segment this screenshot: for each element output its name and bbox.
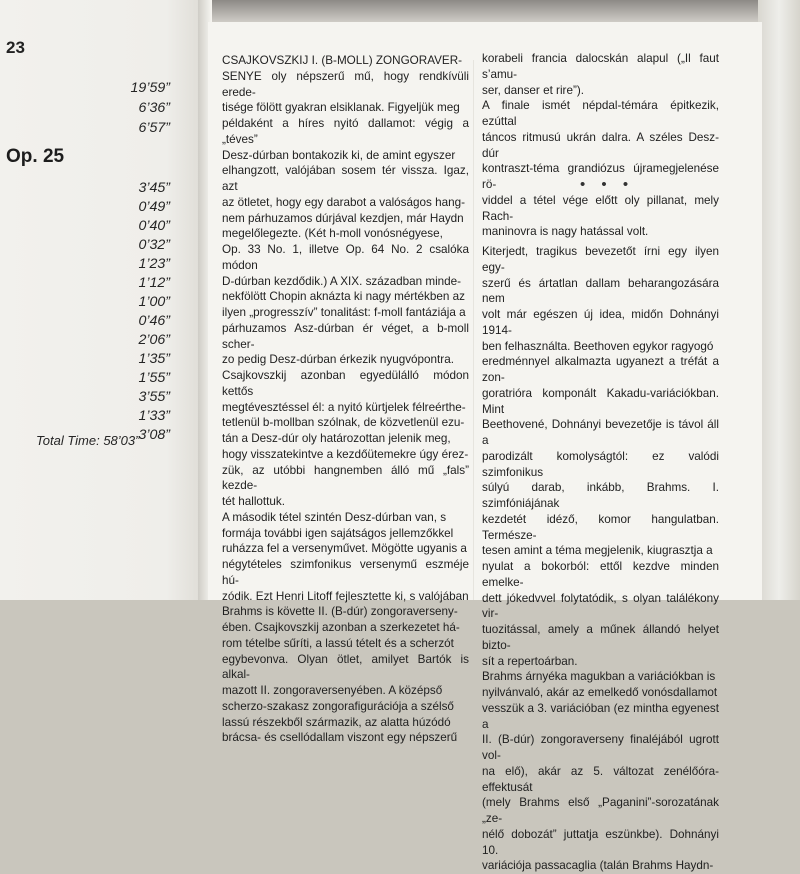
- text-column-3: [482, 244, 719, 874]
- text-line: az ötletet, hogy egy darabot a valóságos hang-: [222, 195, 466, 209]
- text-line: SENYE oly népszerű mű, hogy rendkívüli erede-: [222, 69, 469, 99]
- text-line: sít a repertoárban.: [482, 654, 578, 668]
- text-line: lassú részekből származik, az alatta húzódó: [222, 715, 451, 729]
- text-line: viddel a tétel vége előtt oly pillanat, mely Rach-: [482, 193, 719, 223]
- text-line: vesszük a 3. variációban (ez mintha egyenest a: [482, 701, 719, 731]
- text-line: zo pedig Desz-dúrban érkezik nyugvópontra.: [222, 353, 454, 367]
- text-line: ében. Csajkovszkij azonban a szerkezetet há-: [222, 621, 460, 634]
- text-line: Brahms árnyéka magukban a variációkban is: [482, 670, 716, 684]
- text-line: megtévesztéssel él: a nyitó kürtjelek félreérthe-: [222, 400, 466, 414]
- track-time: 1’00”: [138, 294, 170, 310]
- text-line: Beethovené, Dohnányi bevezetője is távol áll a: [482, 418, 719, 447]
- text-line: táncos ritmusú ukrán dalra. A széles Desz-dúr: [482, 130, 719, 160]
- text-line: Kiterjedt, tragikus bevezetőt írni egy ilyen egy-: [482, 245, 719, 274]
- text-line: parodizált komolyságtól: ez valódi szimfonikus: [482, 449, 719, 479]
- text-line: mazott II. zongoraversenyében. A középső: [222, 684, 443, 697]
- text-line: brácsa- és csellódallam viszont egy népszerű: [222, 731, 458, 745]
- left-page: [0, 0, 208, 600]
- text-line: D-dúrban kezdődik.) A XIX. században minde-: [222, 274, 462, 288]
- text-line: II. (B-dúr) zongoraverseny finaléjából ugrott vol-: [482, 733, 719, 762]
- text-line: zük, az utóbbi hangnemben álló mű „fals” kezde-: [222, 463, 469, 493]
- text-line: ben felhasználta. Beethoven egykor ragyogó: [482, 339, 714, 353]
- text-line: dett jókedvvel folytatódik, s olyan találékony vir-: [482, 591, 719, 621]
- text-line: CSAJKOVSZKIJ I. (B-MOLL) ZONGORAVER-: [222, 54, 463, 67]
- text-line: kontraszt-téma grandiózus újramegjelenése rö-: [482, 162, 719, 191]
- text-line: rom tételbe sűríti, a lassú tételt és a scherzót: [222, 636, 454, 650]
- text-line: zódik. Ezt Henri Litoff fejlesztette ki, s valójában: [222, 589, 469, 603]
- track-time: 0’40”: [138, 218, 170, 234]
- text-line: kezdetét idéző, komor hangulatban. Természe-: [482, 512, 719, 542]
- text-line: nyulat a bokorból: ettől kezdve minden emelke-: [482, 560, 719, 589]
- text-line: goratrióra komponált Kakadu-variációkban. Mint: [482, 386, 719, 416]
- text-line: (mely Brahms első „Paganini”-sorozatának „ze-: [482, 796, 719, 825]
- text-line: szerű és ártatlan dallam beharangozására nem: [482, 276, 719, 306]
- track-time: 1’23”: [138, 256, 170, 272]
- track-time: 1’55”: [138, 370, 170, 386]
- track-time: 0’49”: [138, 199, 170, 215]
- text-line: korabeli francia dalocskán alapul („Il faut s’amu-: [482, 52, 719, 81]
- text-line: formája további igen sajátságos jellemzőkkel: [222, 526, 454, 540]
- text-line: tetlenül b-mollban szólnak, de közvetlenül ezu-: [222, 416, 465, 430]
- track-time: 0’32”: [138, 237, 170, 253]
- text-line: nélő dobozát” juttatja eszünkbe). Dohnányi 10.: [482, 827, 719, 857]
- text-line: Csajkovszkij azonban egyedülálló módon kettős: [222, 369, 469, 398]
- text-line: A második tétel szintén Desz-dúrban van, s: [222, 510, 447, 524]
- cd-case-hinge: [200, 0, 800, 22]
- text-line: megelőlegezte. (Két h-moll vonósnégyese,: [222, 227, 443, 241]
- text-line: nem párhuzamos dúrjával kezdjen, már Haydn: [222, 211, 464, 225]
- track-time: 2’06”: [138, 332, 170, 348]
- text-line: ilyen „progresszív” tonalitást: f-moll fantáziája a: [222, 306, 466, 319]
- cd-case-edge: [758, 0, 800, 600]
- text-line: négytételes szimfonikus versenymű eszméje hú-: [222, 558, 469, 587]
- text-line: na elő), akár az 5. változat zenélőóra-effektusát: [482, 764, 719, 794]
- text-line: hogy visszatekintve a kezdőütemekre úgy érez-: [222, 447, 469, 461]
- text-line: nekfölött Chopin aknázta ki nagy mértékben az: [222, 290, 465, 304]
- text-line: volt már egészen új idea, midőn Dohnányi 1914-: [482, 308, 719, 337]
- opus-heading: Op. 25: [6, 146, 65, 167]
- text-line: A finale ismét népdal-témára épitkezik, ezúttal: [482, 99, 719, 128]
- text-line: maninovra is nagy hatással volt.: [482, 225, 649, 239]
- text-line: tesen amint a téma megjelenik, kiugrasztja a: [482, 544, 713, 558]
- text-line: eredménnyel alkalmazta ugyanezt a tréfát a zon-: [482, 355, 719, 384]
- text-column-2: [482, 51, 719, 240]
- track-time: 3’08”: [138, 427, 170, 443]
- text-line: párhuzamos Asz-dúrban ér véget, a b-moll scher-: [222, 321, 469, 351]
- text-line: tét hallottuk.: [222, 495, 286, 508]
- text-line: elhangzott, valójában sosem tér vissza. Igaz, azt: [222, 164, 469, 193]
- text-line: tuozitással, amely a műnek állandó helyet bizto-: [482, 623, 719, 652]
- page-number: 23: [6, 38, 25, 57]
- track-time: 1’33”: [138, 408, 170, 424]
- total-time: Total Time: 58’03”: [36, 433, 140, 448]
- track-time: 1’12”: [138, 275, 170, 291]
- text-line: Brahms is követte II. (B-dúr) zongoraverseny-: [222, 605, 458, 619]
- text-line: tán a Desz-dúr oly határozottan jelenik meg,: [222, 432, 451, 445]
- track-time: 19’59”: [130, 80, 170, 96]
- text-line: ruházza fel a versenyművet. Mögötte ugyanis a: [222, 542, 467, 556]
- text-line: Op. 33 No. 1, illetve Op. 64 No. 2 csalóka módon: [222, 243, 469, 272]
- text-line: példaként a híres nyitó dallamot: végig a „téves”: [222, 117, 469, 146]
- section-separator: • • •: [580, 176, 635, 193]
- text-line: nyilvánvaló, akár az emelkedő vonósdallamot: [482, 686, 718, 699]
- text-line: tisége fölött gyakran elsiklanak. Figyeljük meg: [222, 101, 460, 115]
- track-time: 6’36”: [138, 100, 170, 116]
- track-time: 6’57”: [138, 120, 170, 136]
- text-line: egybevonva. Olyan ötlet, amilyet Bartók is alkal-: [222, 652, 469, 682]
- track-time: 1’35”: [138, 351, 170, 367]
- text-line: ser, danser et rire”).: [482, 83, 584, 97]
- text-line: Desz-dúrban bontakozik ki, de amint egyszer: [222, 148, 456, 162]
- column-divider: [473, 60, 474, 600]
- track-time: 3’45”: [138, 180, 170, 196]
- track-time: 0’46”: [138, 313, 170, 329]
- text-line: scherzo-szakasz zongorafigurációja a szélső: [222, 699, 454, 713]
- text-column-1: [222, 53, 469, 746]
- text-line: variációja passacaglia (talán Brahms Haydn-: [482, 859, 714, 873]
- text-line: súlyú darab, inkább, Brahms. I. szimfóniájának: [482, 481, 719, 510]
- track-time: 3’55”: [138, 389, 170, 405]
